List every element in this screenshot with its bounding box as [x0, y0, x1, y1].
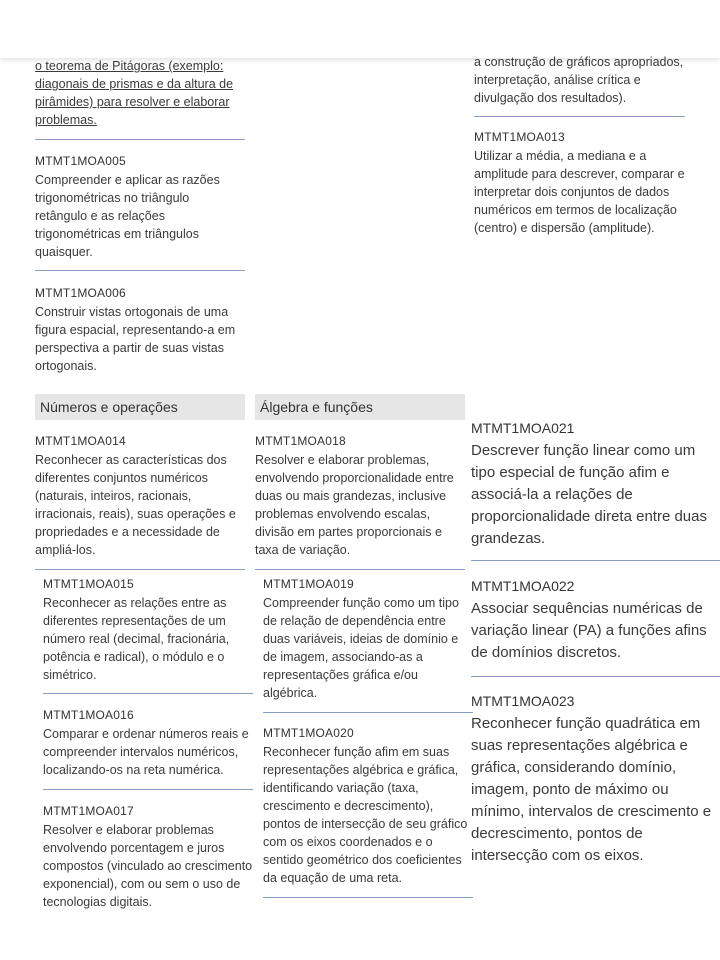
skill-description: Reconhecer as relações entre as diferentes representações de um número real (decimal, fracionária, potência e radical), o módulo e o simétrico. — [43, 596, 230, 682]
skill-item — [471, 419, 718, 550]
skill-item — [471, 577, 718, 664]
page-header-band — [0, 0, 720, 58]
skill-description: Reconhecer as características dos diferentes conjuntos numéricos (naturais, inteiros, racionais, irracionais, reais), suas operações e propriedades e a necessidade de ampliá-los. — [35, 453, 236, 557]
section-header-algebra: Álgebra e funções — [255, 394, 465, 420]
skill-code: MTMT1MOA017 — [43, 804, 134, 818]
divider — [263, 712, 473, 713]
skill-code: MTMT1MOA014 — [35, 434, 126, 448]
divider — [35, 270, 245, 271]
skill-description: Compreender função como um tipo de relação de dependência entre duas variáveis, ideias de domínio e de imagem, associando-as a representações gráfica e/ou algébrica. — [263, 596, 459, 700]
skill-code: MTMT1MOA023 — [471, 693, 575, 709]
skill-description: a construção de gráficos apropriados, interpretação, análise crítica e divulgação dos resultados). — [474, 55, 684, 105]
divider — [43, 789, 253, 790]
section-header-numeros: Números e operações — [35, 394, 245, 420]
skill-code: MTMT1MOA021 — [471, 420, 575, 436]
skill-code: MTMT1MOA022 — [471, 578, 575, 594]
skill-code: MTMT1MOA018 — [255, 434, 346, 448]
skill-item — [474, 129, 692, 237]
skill-item — [35, 285, 240, 375]
skill-item — [35, 433, 240, 559]
divider — [263, 897, 473, 898]
skill-code: MTMT1MOA019 — [263, 577, 354, 591]
divider — [471, 676, 720, 677]
skill-item — [43, 707, 255, 779]
skill-description: Compreender e aplicar as razões trigonométricas no triângulo retângulo e as relações trigonométricas em triângulos quaisquer. — [35, 173, 220, 259]
skill-item — [43, 803, 253, 911]
skill-description: Resolver e elaborar problemas envolvendo porcentagem e juros compostos (vinculado ao crescimento exponencial), com ou sem o uso de tecnologias digitais. — [43, 823, 253, 909]
divider — [255, 569, 465, 570]
divider — [35, 569, 245, 570]
pythagoras-skill-link[interactable]: o teorema de Pitágoras (exemplo: diagonais de prismas e da altura de pirâmides) para resolver e elaborar problemas. — [35, 59, 234, 127]
skill-description: Resolver e elaborar problemas, envolvendo proporcionalidade entre duas ou mais grandezas, inclusive problemas envolvendo escalas, divisão em partes proporcionais e taxa de variação. — [255, 453, 454, 557]
skill-item — [263, 576, 468, 702]
skill-description: Utilizar a média, a mediana e a amplitude para descrever, comparar e interpretar dois conjuntos de dados numéricos em termos de localização (centro) e dispersão (amplitude). — [474, 149, 685, 235]
skill-code: MTMT1MOA005 — [35, 154, 126, 168]
skill-item — [263, 725, 468, 887]
skill-description: Comparar e ordenar números reais e compreender intervalos numéricos, localizando-os na reta numérica. — [43, 727, 249, 777]
skill-item — [255, 433, 465, 559]
skill-description: Reconhecer função afim em suas representações algébrica e gráfica, identificando variação (taxa, crescimento e decrescimento), pontos de intersecção de seu gráfico com os eixos coordenados e o sentido geométrico dos coeficientes da equação de uma reta. — [263, 745, 468, 885]
skill-code: MTMT1MOA015 — [43, 577, 134, 591]
skill-description: Associar sequências numéricas de variação linear (PA) a funções afins de domínios discretos. — [471, 600, 707, 661]
divider — [43, 693, 253, 694]
skill-description: Reconhecer função quadrática em suas representações algébrica e gráfica, considerando domínio, imagem, ponto de máximo ou mínimo, intervalos de crescimento e decrescimento, pontos de intersecção com os eixos. — [471, 715, 712, 864]
skill-item — [43, 576, 253, 684]
skill-item — [471, 692, 718, 867]
skill-code: MTMT1MOA013 — [474, 130, 565, 144]
divider — [471, 560, 720, 561]
skill-code: MTMT1MOA016 — [43, 708, 134, 722]
skill-code: MTMT1MOA020 — [263, 726, 354, 740]
skill-description: Descrever função linear como um tipo especial de função afim e associá-la a relações de proporcionalidade direta entre duas grandezas. — [471, 442, 707, 547]
divider — [35, 139, 245, 140]
skill-item — [35, 153, 240, 261]
divider — [474, 116, 685, 117]
skill-description: Construir vistas ortogonais de uma figura espacial, representando-a em perspectiva a partir de suas vistas ortogonais. — [35, 305, 236, 373]
skill-code: MTMT1MOA006 — [35, 286, 126, 300]
